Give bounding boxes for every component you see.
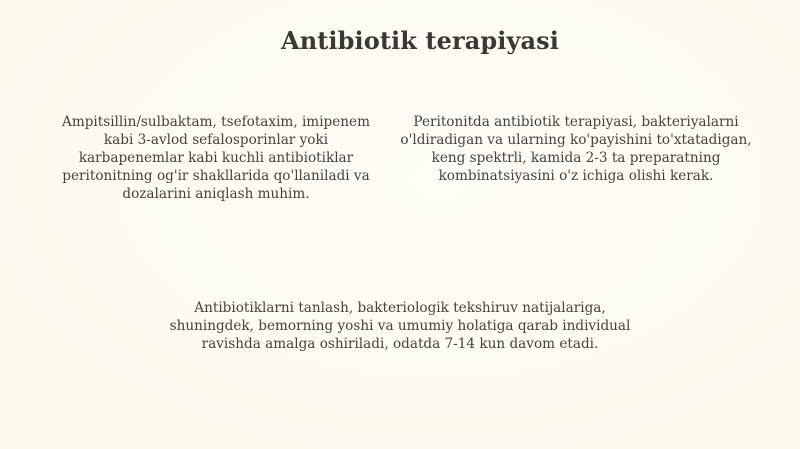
left-text-block: Ampitsillin/sulbaktam, tsefotaxim, imipenem kabi 3-avlod sefalosporinlar yoki karbapenemlar kabi kuchli antibiotiklar peritonitning og'ir shakllarida qo'llaniladi va dozalarini aniqlash muhim. xyxy=(62,114,370,202)
bottom-text-block: Antibiotiklarni tanlash, bakteriologik tekshiruv natijalariga, shuningdek, bemorning yoshi va umumiy holatiga qarab individual ravishda amalga oshiriladi, odatda 7-14 kun davom etadi. xyxy=(169,300,631,352)
right-text-block: Peritonitda antibiotik terapiyasi, bakteriyalarni o'ldiradigan va ularning ko'payishini to'xtatadigan, keng spektrli, kamida 2-3 ta preparatning kombinatsiyasini o'z ichiga olishi kerak. xyxy=(400,114,752,184)
slide-title: Antibiotik terapiyasi xyxy=(280,26,560,55)
